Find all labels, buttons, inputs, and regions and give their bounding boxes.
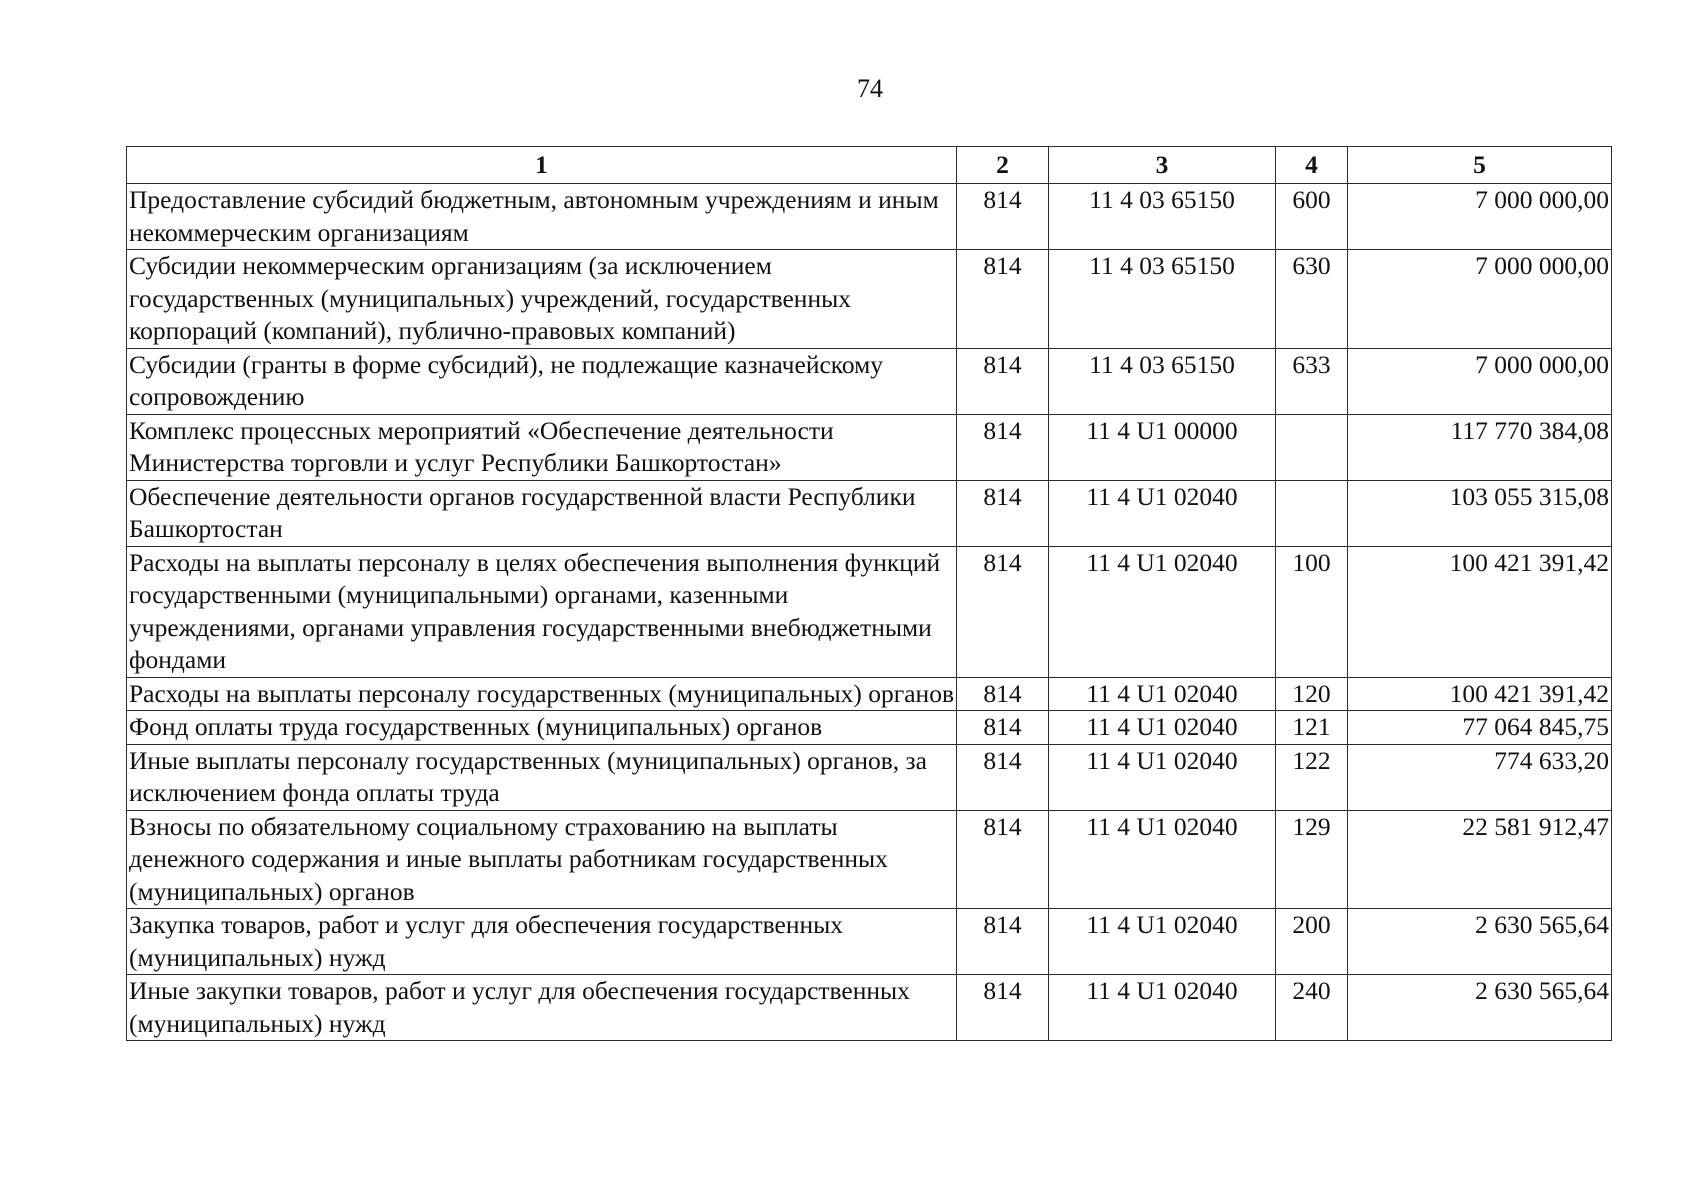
table-row [127, 480, 1612, 546]
row-target-code: 11 4 03 65150 [1049, 250, 1276, 349]
row-name: Субсидии (гранты в форме субсидий), не подлежащие казначейскому сопровождению [127, 348, 957, 414]
row-ministry-code: 814 [957, 810, 1049, 909]
row-name: Расходы на выплаты персоналу в целях обеспечения выполнения функций государственными (муниципальными) органами, казенными учреждениями, органами управления государственными внебюджетными фондами [127, 546, 957, 677]
table-row [127, 909, 1612, 975]
row-amount: 2 630 565,64 [1348, 975, 1612, 1041]
table-row [127, 810, 1612, 909]
header-row [127, 147, 1612, 184]
row-expense-type: 121 [1276, 711, 1348, 745]
row-name: Взносы по обязательному социальному страхованию на выплаты денежного содержания и иные выплаты работникам государственных (муниципальных) органов [127, 810, 957, 909]
table-row [127, 975, 1612, 1041]
row-target-code: 11 4 U1 02040 [1049, 711, 1276, 745]
row-ministry-code: 814 [957, 546, 1049, 677]
row-name: Обеспечение деятельности органов государственной власти Республики Башкортостан [127, 480, 957, 546]
row-amount: 100 421 391,42 [1348, 546, 1612, 677]
row-name: Предоставление субсидий бюджетным, автономным учреждениям и иным некоммерческим организациям [127, 184, 957, 250]
row-name: Расходы на выплаты персоналу государственных (муниципальных) органов [127, 677, 957, 711]
row-target-code: 11 4 U1 02040 [1049, 975, 1276, 1041]
row-expense-type: 100 [1276, 546, 1348, 677]
table-row [127, 744, 1612, 810]
row-ministry-code: 814 [957, 744, 1049, 810]
row-name: Иные выплаты персоналу государственных (муниципальных) органов, за исключением фонда оплаты труда [127, 744, 957, 810]
header-cell-1: 1 [127, 147, 957, 184]
row-name: Закупка товаров, работ и услуг для обеспечения государственных (муниципальных) нужд [127, 909, 957, 975]
row-name: Субсидии некоммерческим организациям (за исключением государственных (муниципальных) учреждений, государственных корпораций (компаний), публично-правовых компаний) [127, 250, 957, 349]
row-name: Комплекс процессных мероприятий «Обеспечение деятельности Министерства торговли и услуг Республики Башкортостан» [127, 414, 957, 480]
row-ministry-code: 814 [957, 909, 1049, 975]
row-ministry-code: 814 [957, 677, 1049, 711]
row-ministry-code: 814 [957, 184, 1049, 250]
page-number: 74 [857, 74, 883, 103]
row-expense-type [1276, 414, 1348, 480]
row-expense-type: 600 [1276, 184, 1348, 250]
row-target-code: 11 4 U1 02040 [1049, 677, 1276, 711]
budget-table [126, 146, 1612, 1041]
row-target-code: 11 4 U1 02040 [1049, 909, 1276, 975]
header-cell-2: 2 [957, 147, 1049, 184]
row-amount: 100 421 391,42 [1348, 677, 1612, 711]
row-target-code: 11 4 U1 02040 [1049, 480, 1276, 546]
row-target-code: 11 4 03 65150 [1049, 348, 1276, 414]
row-amount: 7 000 000,00 [1348, 250, 1612, 349]
row-amount: 103 055 315,08 [1348, 480, 1612, 546]
table-row [127, 677, 1612, 711]
row-ministry-code: 814 [957, 250, 1049, 349]
row-ministry-code: 814 [957, 414, 1049, 480]
table-row [127, 546, 1612, 677]
row-target-code: 11 4 U1 02040 [1049, 546, 1276, 677]
table-row [127, 414, 1612, 480]
row-amount: 22 581 912,47 [1348, 810, 1612, 909]
row-target-code: 11 4 U1 02040 [1049, 744, 1276, 810]
table-row [127, 250, 1612, 349]
header-cell-3: 3 [1049, 147, 1276, 184]
header-cell-5: 5 [1348, 147, 1612, 184]
row-expense-type: 633 [1276, 348, 1348, 414]
row-expense-type: 122 [1276, 744, 1348, 810]
row-target-code: 11 4 03 65150 [1049, 184, 1276, 250]
row-amount: 7 000 000,00 [1348, 348, 1612, 414]
row-expense-type [1276, 480, 1348, 546]
row-amount: 77 064 845,75 [1348, 711, 1612, 745]
row-ministry-code: 814 [957, 711, 1049, 745]
row-name: Иные закупки товаров, работ и услуг для обеспечения государственных (муниципальных) нужд [127, 975, 957, 1041]
row-expense-type: 630 [1276, 250, 1348, 349]
row-name: Фонд оплаты труда государственных (муниципальных) органов [127, 711, 957, 745]
row-target-code: 11 4 U1 00000 [1049, 414, 1276, 480]
table-row [127, 348, 1612, 414]
table-row [127, 711, 1612, 745]
row-amount: 117 770 384,08 [1348, 414, 1612, 480]
row-target-code: 11 4 U1 02040 [1049, 810, 1276, 909]
row-ministry-code: 814 [957, 480, 1049, 546]
row-amount: 774 633,20 [1348, 744, 1612, 810]
row-amount: 7 000 000,00 [1348, 184, 1612, 250]
row-expense-type: 120 [1276, 677, 1348, 711]
row-expense-type: 240 [1276, 975, 1348, 1041]
header-cell-4: 4 [1276, 147, 1348, 184]
row-ministry-code: 814 [957, 348, 1049, 414]
row-amount: 2 630 565,64 [1348, 909, 1612, 975]
row-ministry-code: 814 [957, 975, 1049, 1041]
row-expense-type: 129 [1276, 810, 1348, 909]
row-expense-type: 200 [1276, 909, 1348, 975]
table-row [127, 184, 1612, 250]
